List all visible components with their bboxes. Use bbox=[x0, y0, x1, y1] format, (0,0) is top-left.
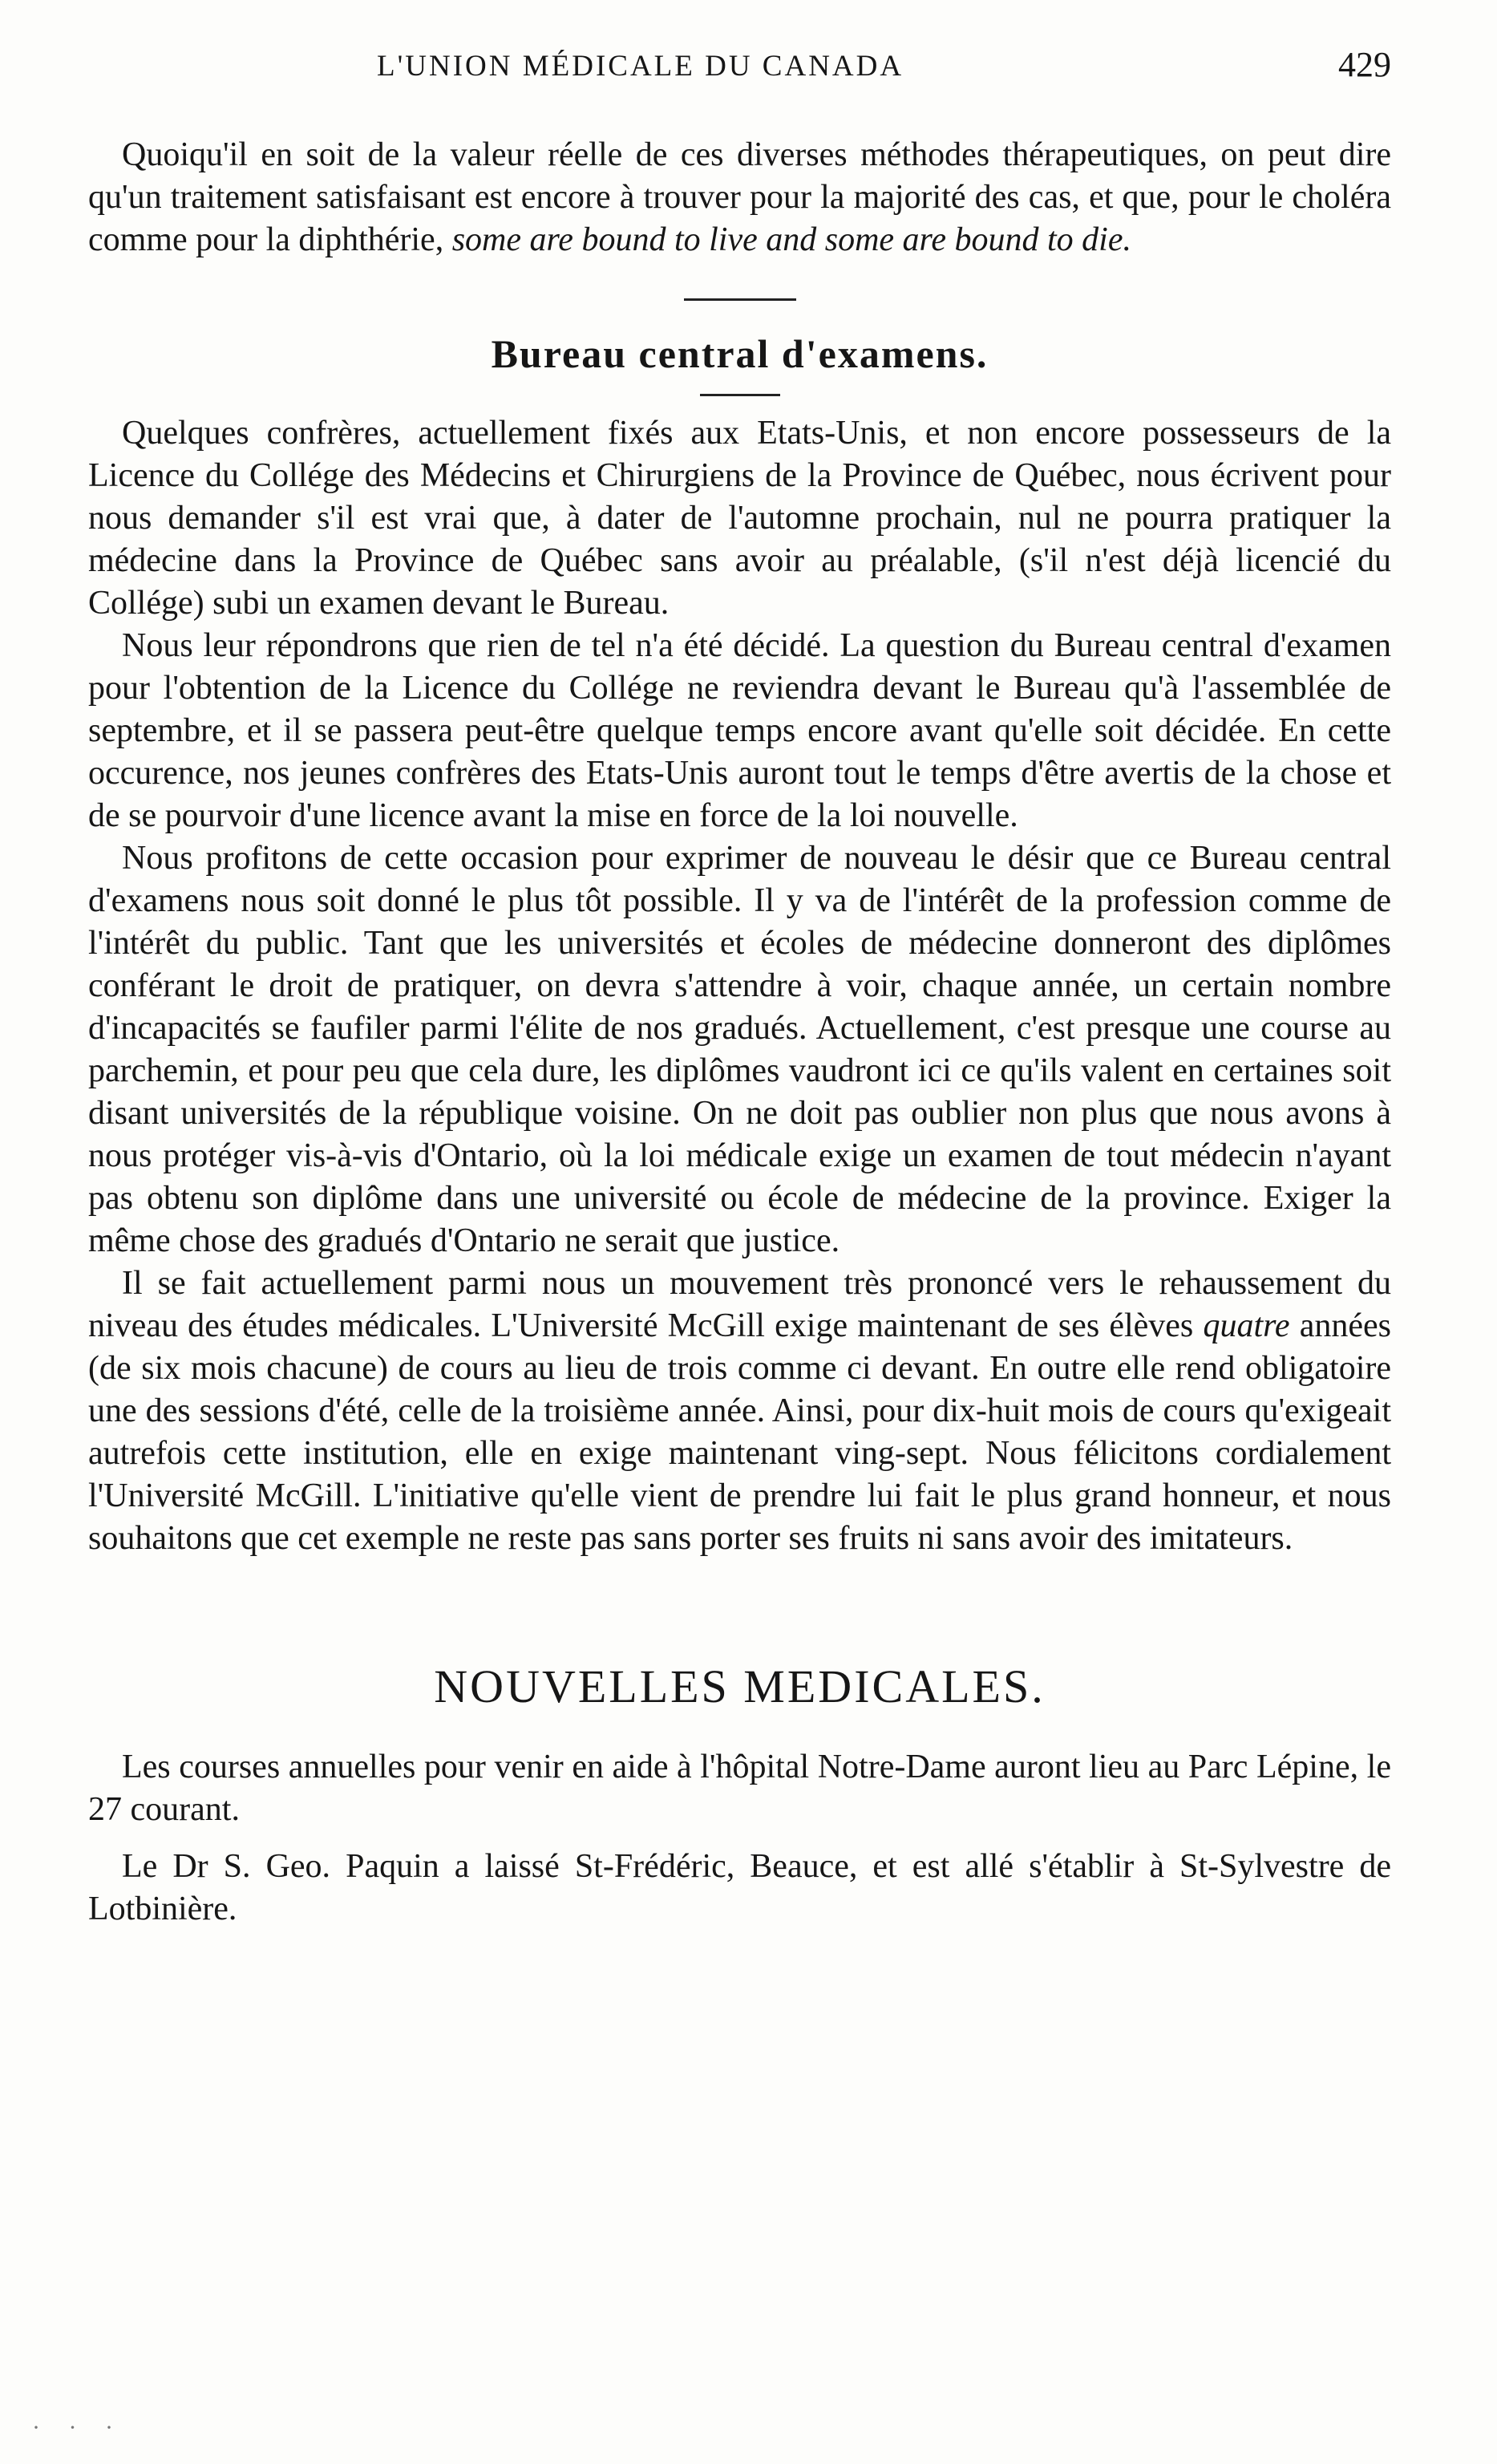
news-item: Les courses annuelles pour venir en aide à l'hôpital Notre-Dame auront lieu au Parc Lépine, le 27 courant. bbox=[88, 1749, 1391, 1828]
body-paragraph: Nous leur répondrons que rien de tel n'a été décidé. La question du Bureau central d'examen pour l'obtention de la Licence du Collége ne reviendra devant le Bureau qu'à l'assemblée de septembre, et il se passera peut-être quelque temps encore avant qu'elle soit décidée. En cette occurence, nos jeunes confrères des Etats-Unis auront tout le temps d'être avertis de la chose et de se pourvoir d'une licence avant la mise en force de la loi nouvelle. bbox=[88, 627, 1391, 834]
italic-word: quatre bbox=[1203, 1307, 1290, 1344]
page-number: 429 bbox=[1338, 45, 1391, 84]
news-heading: NOUVELLES MEDICALES. bbox=[434, 1660, 1046, 1712]
section-title: Bureau central d'examens. bbox=[491, 331, 989, 376]
running-title: L'UNION MÉDICALE DU CANADA bbox=[377, 50, 904, 83]
paragraph-text: années (de six mois chacune) de cours au lieu de trois comme ci devant. En outre elle rend obligatoire une des sessions d'été, celle de la troisième année. Ainsi, pour dix-huit mois de cours qu'exigeait autrefois cette institution, elle en exige maintenant ving-sept. Nous félicitons cordialement l'Université McGill. L'initiative qu'elle vient de prendre lui fait le plus grand honneur, et nous souhaitons que cet exemple ne reste pas sans porter ses fruits ni sans avoir des imitateurs. bbox=[88, 1307, 1392, 1557]
news-list bbox=[88, 1746, 1391, 1931]
body-paragraph: Nous profitons de cette occasion pour exprimer de nouveau le désir que ce Bureau central d'examens nous soit donné le plus tôt possible. Il y va de l'intérêt de la profession comme de l'intérêt du public. Tant que les universités et écoles de médecine donneront des diplômes conférant le droit de pratiquer, on devra s'attendre à voir, chaque année, un certain nombre d'incapacités se faufiler parmi l'élite de nos gradués. Actuellement, c'est presque une course au parchemin, et pour peu que cela dure, les diplômes vaudront ici ce qu'ils valent en certaines soit disant universités de la république voisine. On ne doit pas oublier non plus que nous avons à nous protéger vis-à-vis d'Ontario, où la loi médicale exige un examen de tout médecin n'ayant pas obtenu son diplôme dans une université ou école de médecine de la province. Exiger la même chose des gradués d'Ontario ne serait que justice. bbox=[88, 840, 1391, 1259]
journal-page bbox=[88, 44, 1391, 1931]
intro-paragraph bbox=[88, 134, 1391, 261]
paragraph-text: Il se fait actuellement parmi nous un mouvement très prononcé vers le rehaussement du niveau des études médicales. L'Université McGill exige maintenant de ses élèves bbox=[88, 1265, 1391, 1344]
intro-italic-quote: some are bound to live and some are bound to die. bbox=[451, 221, 1131, 258]
section-divider bbox=[684, 298, 796, 301]
body-paragraph: Quelques confrères, actuellement fixés aux Etats-Unis, et non encore possesseurs de la Licence du Collége des Médecins et Chirurgiens de la Province de Québec, nous écrivent pour nous demander s'il est vrai que, à dater de l'automne prochain, nul ne pourra pratiquer la médecine dans la Province de Québec sans avoir au préalable, (s'il n'est déjà licencié du Collége) subi un examen devant le Bureau. bbox=[88, 415, 1391, 622]
news-item: Le Dr S. Geo. Paquin a laissé St-Frédéric, Beauce, et est allé s'établir à St-Sylvestre de Lotbinière. bbox=[88, 1848, 1391, 1927]
page-edge-marks: · · · bbox=[32, 2414, 124, 2441]
title-underline bbox=[700, 394, 780, 396]
running-head bbox=[88, 44, 1391, 92]
intro-text: Quoiqu'il en soit de la valeur réelle de ces diverses méthodes thérapeutiques, on peut dire qu'un traitement satisfaisant est encore à trouver pour la majorité des cas, et que, pour le choléra comme pour la diphthérie, bbox=[88, 136, 1391, 258]
body-paragraph-last bbox=[88, 1262, 1391, 1560]
